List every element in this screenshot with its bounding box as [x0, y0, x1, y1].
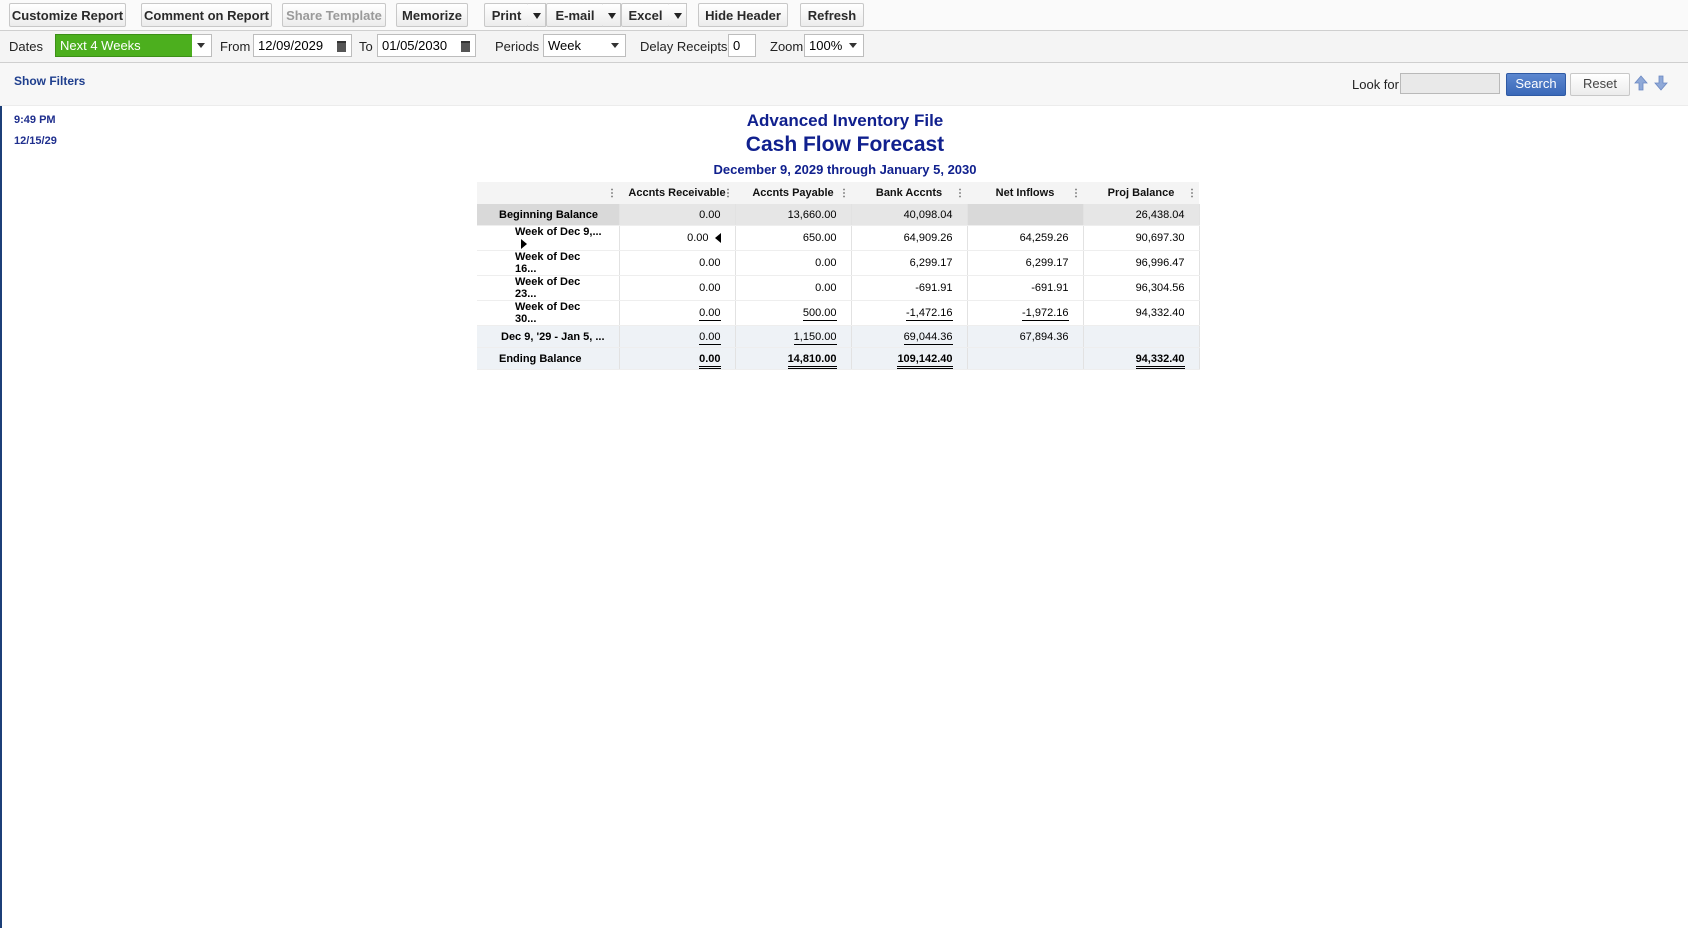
cell-value[interactable]: 14,810.00: [735, 348, 851, 370]
dates-dropdown-arrow[interactable]: [192, 34, 212, 57]
report-date-range: December 9, 2029 through January 5, 2030: [713, 162, 977, 177]
cell-value[interactable]: 1,150.00: [735, 326, 851, 348]
report-header-row: [477, 182, 1199, 204]
arrow-down-icon[interactable]: [1654, 75, 1668, 91]
email-button[interactable]: E-mail: [546, 3, 604, 27]
cell-value[interactable]: 96,996.47: [1083, 251, 1199, 276]
row-label-header: ⋮: [477, 182, 619, 204]
cell-value[interactable]: [967, 348, 1083, 370]
from-date-input[interactable]: 12/09/2029: [253, 34, 333, 57]
cell-value[interactable]: 40,098.04: [851, 204, 967, 226]
cell-value[interactable]: 0.00: [735, 276, 851, 301]
cell-value[interactable]: 0.00: [619, 326, 735, 348]
cell-value[interactable]: 0.00: [619, 348, 735, 370]
dates-label: Dates: [9, 39, 43, 54]
table-row[interactable]: [477, 251, 1199, 276]
column-header[interactable]: Accnts Payable ⋮: [735, 182, 851, 204]
report-date: 12/15/29: [14, 135, 57, 147]
email-dropdown-arrow[interactable]: [603, 3, 621, 27]
hide-header-button[interactable]: Hide Header: [698, 3, 788, 27]
cell-value[interactable]: 90,697.30: [1083, 226, 1199, 251]
arrow-up-icon[interactable]: [1634, 75, 1648, 91]
periods-label: Periods: [495, 39, 540, 54]
cell-value[interactable]: 650.00: [735, 226, 851, 251]
look-for-label: Look for: [1352, 77, 1399, 92]
table-row[interactable]: [477, 326, 1199, 348]
cell-value[interactable]: 0.00: [619, 276, 735, 301]
reset-button[interactable]: Reset: [1570, 73, 1630, 96]
look-for-input[interactable]: [1400, 73, 1500, 94]
cell-value[interactable]: 67,894.36: [967, 326, 1083, 348]
report-table: [477, 182, 1200, 370]
cell-value[interactable]: 13,660.00: [735, 204, 851, 226]
row-label: Week of Dec 30...: [477, 301, 619, 326]
cell-value[interactable]: -691.91: [851, 276, 967, 301]
table-row[interactable]: [477, 348, 1199, 370]
column-header[interactable]: Bank Accnts ⋮: [851, 182, 967, 204]
search-row: [0, 63, 1688, 106]
row-marker-right-icon: [521, 239, 527, 249]
column-header[interactable]: Accnts Receivable ⋮: [619, 182, 735, 204]
cell-value[interactable]: 109,142.40: [851, 348, 967, 370]
column-header[interactable]: Proj Balance ⋮: [1083, 182, 1199, 204]
cell-value[interactable]: 0.00: [619, 226, 735, 251]
report-time: 9:49 PM: [14, 114, 56, 126]
report-title: Cash Flow Forecast: [745, 133, 945, 156]
customize-report-button[interactable]: Customize Report: [9, 3, 126, 27]
cell-value[interactable]: 69,044.36: [851, 326, 967, 348]
zoom-label: Zoom: [770, 39, 804, 54]
from-calendar-icon[interactable]: [332, 34, 352, 57]
row-label: Week of Dec 16...: [477, 251, 619, 276]
table-row[interactable]: [477, 276, 1199, 301]
from-label: From: [220, 39, 251, 54]
excel-button[interactable]: Excel: [621, 3, 670, 27]
cell-value[interactable]: 500.00: [735, 301, 851, 326]
zoom-select[interactable]: 100%: [804, 34, 846, 57]
periods-dropdown-arrow[interactable]: [606, 34, 626, 57]
cell-value[interactable]: [1083, 326, 1199, 348]
search-button[interactable]: Search: [1506, 73, 1566, 96]
to-date-input[interactable]: 01/05/2030: [377, 34, 457, 57]
row-label: Week of Dec 23...: [477, 276, 619, 301]
delay-receipts-input[interactable]: 0: [728, 34, 756, 57]
row-label: Week of Dec 9,...: [477, 226, 619, 251]
to-calendar-icon[interactable]: [456, 34, 476, 57]
cell-value[interactable]: 96,304.56: [1083, 276, 1199, 301]
column-header[interactable]: Net Inflows ⋮: [967, 182, 1083, 204]
report-toolbar: [0, 0, 1688, 31]
cell-value[interactable]: 6,299.17: [851, 251, 967, 276]
table-row[interactable]: [477, 204, 1199, 226]
date-filter-bar: [0, 31, 1688, 63]
cell-value[interactable]: 64,259.26: [967, 226, 1083, 251]
cell-value[interactable]: 94,332.40: [1083, 348, 1199, 370]
cell-value[interactable]: 64,909.26: [851, 226, 967, 251]
window-left-edge: [0, 0, 2, 928]
zoom-dropdown-arrow[interactable]: [844, 34, 864, 57]
excel-dropdown-arrow[interactable]: [669, 3, 687, 27]
cell-value[interactable]: -1,472.16: [851, 301, 967, 326]
cell-value[interactable]: 0.00: [735, 251, 851, 276]
row-label: Dec 9, '29 - Jan 5, ...: [477, 326, 619, 348]
memorize-button[interactable]: Memorize: [396, 3, 468, 27]
dates-select[interactable]: Next 4 Weeks: [55, 34, 193, 57]
print-dropdown-arrow[interactable]: [528, 3, 546, 27]
cell-value[interactable]: 94,332.40: [1083, 301, 1199, 326]
row-label: Ending Balance: [477, 348, 619, 370]
cell-value[interactable]: -1,972.16: [967, 301, 1083, 326]
refresh-button[interactable]: Refresh: [800, 3, 864, 27]
to-label: To: [359, 39, 373, 54]
cell-value[interactable]: 26,438.04: [1083, 204, 1199, 226]
cell-value[interactable]: 0.00: [619, 204, 735, 226]
cell-value[interactable]: -691.91: [967, 276, 1083, 301]
delay-receipts-label: Delay Receipts: [640, 39, 728, 54]
row-marker-left-icon: [715, 233, 721, 243]
show-filters-link[interactable]: Show Filters: [14, 74, 86, 88]
company-name: Advanced Inventory File: [746, 111, 944, 130]
print-button[interactable]: Print: [484, 3, 529, 27]
table-row[interactable]: [477, 301, 1199, 326]
cell-value[interactable]: 0.00: [619, 251, 735, 276]
periods-select[interactable]: Week: [543, 34, 607, 57]
table-row[interactable]: [477, 226, 1199, 251]
cell-value[interactable]: [967, 204, 1083, 226]
cell-value[interactable]: 6,299.17: [967, 251, 1083, 276]
share-template-button[interactable]: Share Template: [282, 3, 386, 27]
row-label: Beginning Balance: [477, 204, 619, 226]
comment-on-report-button[interactable]: Comment on Report: [141, 3, 272, 27]
cell-value[interactable]: 0.00: [619, 301, 735, 326]
